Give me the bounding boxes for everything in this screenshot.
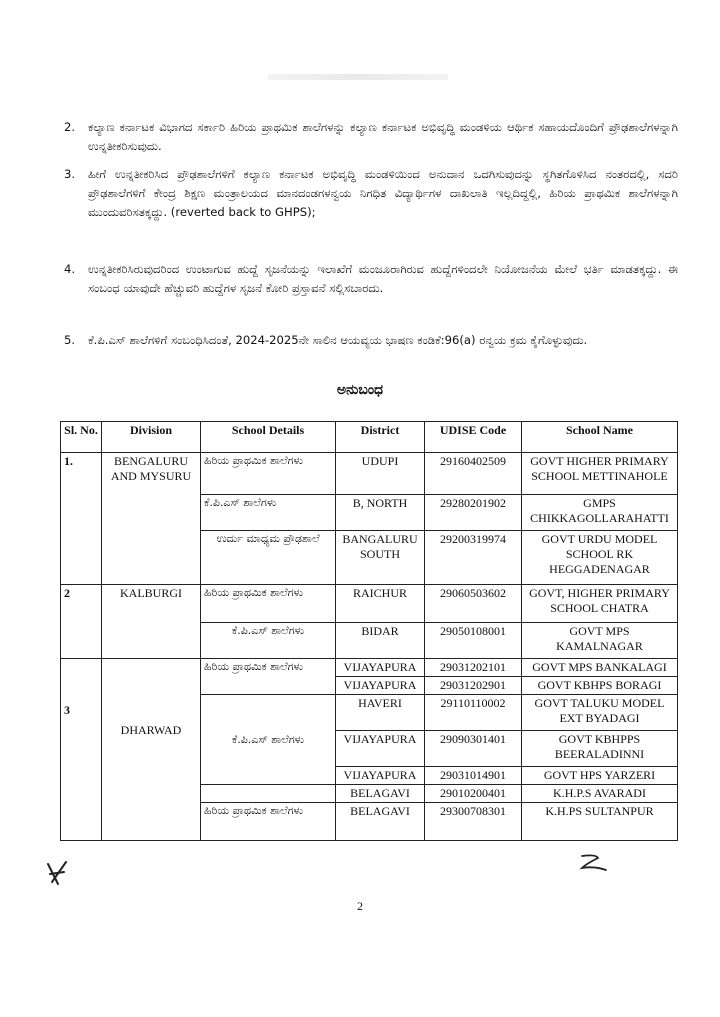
udise-cell: 29160402509 [425, 453, 522, 495]
school-name-cell: GOVT TALUKU MODEL EXT BYADAGI [522, 695, 678, 731]
header-udise-code: UDISE Code [425, 422, 522, 453]
paragraph-text: ಹೀಗೆ ಉನ್ನತೀಕರಿಸಿದ ಪ್ರೌಢಶಾಲೆಗಳಿಗೆ ಕಲ್ಯಾಣ ಕರ್ನಾಟಕ ಅಭಿವೃದ್ಧಿ ಮಂಡಳಿಯಿಂದ ಅನುದಾನ ಒದಗಿಸುವುದನ್ನು ಸ್ಥಗಿತಗೊಳಿಸಿದ ನಂತರದಲ್ಲಿ, ಸದರಿ ಪ್ರೌಢಶಾಲೆಗಳಿಗೆ ಕೇಂದ್ರ ಶಿಕ್ಷಣ ಮಂತ್ರಾಲಯದ ಮಾನದಂಡಗಳನ್ವಯ ನಿಗಧಿತ ವಿದ್ಯಾರ್ಥಿಗಳ ದಾಖಲಾತಿ ಇಲ್ಲದಿದ್ದಲ್ಲಿ, ಹಿರಿಯ ಪ್ರಾಥಮಿಕ ಶಾಲೆಗಳನ್ನಾಗಿ ಮುಂದುವರಿಸತಕ್ಕದ್ದು. (reverted back to GHPS); [88, 167, 678, 219]
header-school-details: School Details [201, 422, 336, 453]
school-details-cell: ಹಿರಿಯ ಪ್ರಾಥಮಿಕ ಶಾಲೆಗಳು [201, 659, 336, 695]
table-header-row [61, 422, 678, 453]
district-cell: VIJAYAPURA [336, 677, 425, 695]
udise-cell: 29031202101 [425, 659, 522, 677]
school-details-cell: ಕೆ.ಪಿ.ಎಸ್ ಶಾಲೆಗಳು [201, 495, 336, 531]
udise-cell: 29300708301 [425, 803, 522, 841]
paragraph-text: ಉನ್ನತೀಕರಿಸಿರುವುದರಿಂದ ಉಂಟಾಗುವ ಹುದ್ದೆ ಸೃಜನೆಯನ್ನು ಇಲಾಖೆಗೆ ಮಂಜೂರಾಗಿರುವ ಹುದ್ದೆಗಳಿಂದಲೇ ನಿಯೋಜನೆಯ ಮೇಲೆ ಭರ್ತಿ ಮಾಡತಕ್ಕದ್ದು. ಈ ಸಂಬಂಧ ಯಾವುದೇ ಹೆಚ್ಚುವರಿ ಹುದ್ದೆಗಳ ಸೃಜನೆ ಕೋರಿ ಪ್ರಸ್ತಾವನೆ ಸಲ್ಲಿಸಬಾರದು. [88, 262, 678, 295]
header-school-name: School Name [522, 422, 678, 453]
paragraph-number: 3. [64, 167, 76, 181]
header-division: Division [102, 422, 201, 453]
udise-cell: 29031202901 [425, 677, 522, 695]
school-details-cell: ಕೆ.ಪಿ.ಎಸ್ ಶಾಲೆಗಳು [201, 623, 336, 659]
paragraph-text: ಕಲ್ಯಾಣ ಕರ್ನಾಟಕ ವಿಭಾಗದ ಸರ್ಕಾರಿ ಹಿರಿಯ ಪ್ರಾಥಮಿಕ ಶಾಲೆಗಳನ್ನು ಕಲ್ಯಾಣ ಕರ್ನಾಟಕ ಅಭಿವೃದ್ಧಿ ಮಂಡಳಿಯ ಆರ್ಥಿಕ ಸಹಾಯದೊಂದಿಗೆ ಪ್ರೌಢಶಾಲೆಗಳನ್ನಾಗಿ ಉನ್ನತೀಕರಿಸುವುದು. [88, 120, 678, 153]
school-name-cell: K.H.P.S AVARADI [522, 785, 678, 803]
district-cell: BANGALURU SOUTH [336, 531, 425, 585]
school-name-cell: GOVT URDU MODEL SCHOOL RK HEGGADENAGAR [522, 531, 678, 585]
school-details-cell-empty [201, 785, 336, 803]
school-name-cell: GOVT KBHPS BORAGI [522, 677, 678, 695]
udise-cell: 29010200401 [425, 785, 522, 803]
udise-cell: 29031014901 [425, 767, 522, 785]
district-cell: B, NORTH [336, 495, 425, 531]
signature-initial-left-icon [44, 858, 74, 888]
school-details-cell: ಹಿರಿಯ ಪ್ರಾಥಮಿಕ ಶಾಲೆಗಳು [201, 803, 336, 841]
paragraph-4 [64, 260, 678, 298]
division-cell: BENGALURU AND MYSURU [102, 453, 201, 585]
school-name-cell: GOVT MPS KAMALNAGAR [522, 623, 678, 659]
table-row [61, 585, 678, 623]
sl-no-cell: 1. [61, 453, 102, 585]
paragraph-number: 5. [64, 333, 76, 347]
paragraph-number: 4. [64, 262, 76, 276]
school-details-cell: ಹಿರಿಯ ಪ್ರಾಥಮಿಕ ಶಾಲೆಗಳು [201, 453, 336, 495]
school-name-cell: GOVT HPS YARZERI [522, 767, 678, 785]
division-cell: KALBURGI [102, 585, 201, 659]
udise-cell: 29110110002 [425, 695, 522, 731]
school-details-cell: ಉರ್ದು ಮಾಧ್ಯಮ ಪ್ರೌಢಶಾಲೆ [201, 531, 336, 585]
paragraph-text: ಕೆ.ಪಿ.ಎಸ್ ಶಾಲೆಗಳಿಗೆ ಸಂಬಂಧಿಸಿದಂತೆ, 2024-2025ನೇ ಸಾಲಿನ ಆಯವ್ಯಯ ಭಾಷಣ ಕಂಡಿಕೆ:96(a) ರನ್ವಯ ಕ್ರಮ ಕೈಗೊಳ್ಳುವುದು. [88, 333, 588, 347]
page-number: 2 [357, 899, 363, 913]
sl-no-cell: 2 [61, 585, 102, 659]
district-cell: UDUPI [336, 453, 425, 495]
school-name-cell: K.H.PS SULTANPUR [522, 803, 678, 841]
district-cell: BELAGAVI [336, 803, 425, 841]
udise-cell: 29280201902 [425, 495, 522, 531]
udise-cell: 29090301401 [425, 731, 522, 767]
school-details-cell: ಕೆ.ಪಿ.ಎಸ್ ಶಾಲೆಗಳು [201, 695, 336, 785]
division-cell: DHARWAD [102, 659, 201, 841]
school-name-cell: GOVT, HIGHER PRIMARY SCHOOL CHATRA [522, 585, 678, 623]
district-cell: BELAGAVI [336, 785, 425, 803]
header-sl-no: Sl. No. [61, 422, 102, 453]
signature-initial-right-icon [576, 852, 610, 874]
district-cell: VIJAYAPURA [336, 659, 425, 677]
paragraph-3 [64, 165, 678, 222]
udise-cell: 29200319974 [425, 531, 522, 585]
school-name-cell: GOVT KBHPPS BEERALADINNI [522, 731, 678, 767]
district-cell: BIDAR [336, 623, 425, 659]
school-name-cell: GOVT MPS BANKALAGI [522, 659, 678, 677]
sl-no-cell: 3 [61, 659, 102, 841]
district-cell: RAICHUR [336, 585, 425, 623]
paragraph-number: 2. [64, 120, 76, 134]
annex-title: ಅನುಬಂಧ [336, 382, 384, 398]
udise-cell: 29050108001 [425, 623, 522, 659]
header-district: District [336, 422, 425, 453]
udise-cell: 29060503602 [425, 585, 522, 623]
school-details-cell: ಹಿರಿಯ ಪ್ರಾಥಮಿಕ ಶಾಲೆಗಳು [201, 585, 336, 623]
paragraph-5 [64, 331, 678, 350]
district-cell: HAVERI [336, 695, 425, 731]
annex-table [60, 421, 678, 841]
district-cell: VIJAYAPURA [336, 767, 425, 785]
table-row [61, 453, 678, 495]
school-name-cell: GOVT HIGHER PRIMARY SCHOOL METTINAHOLE [522, 453, 678, 495]
table-row [61, 659, 678, 677]
school-name-cell: GMPS CHIKKAGOLLARAHATTI [522, 495, 678, 531]
faded-header-mark [268, 74, 448, 80]
paragraph-2 [64, 118, 678, 156]
district-cell: VIJAYAPURA [336, 731, 425, 767]
